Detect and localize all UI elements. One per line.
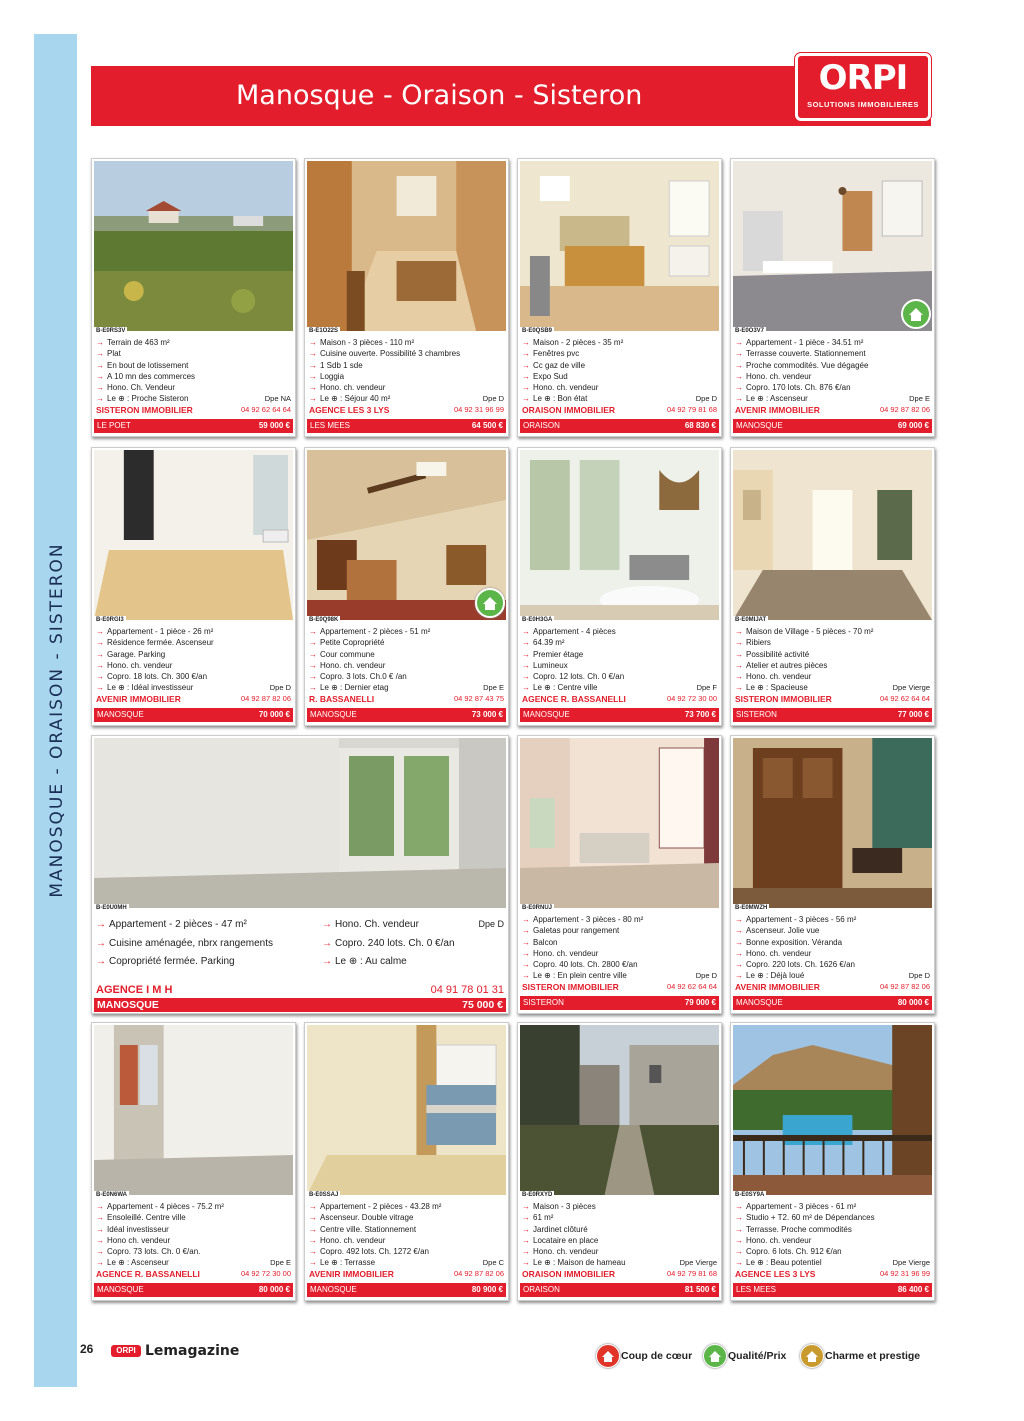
agency-phone[interactable]: 04 92 79 81 68 [666, 405, 717, 414]
listing-card[interactable] [304, 447, 509, 726]
feature-item: → Hono. Ch. vendeur [322, 916, 455, 935]
listing-card[interactable] [517, 735, 722, 1014]
listing-price: 75 000 € [462, 999, 503, 1011]
feature-item: → Appartement - 1 pièce - 26 m² [96, 626, 214, 637]
agency-phone[interactable]: 04 92 31 96 99 [879, 1269, 930, 1278]
agency-phone[interactable]: 04 92 62 64 64 [240, 405, 291, 414]
listing-ref: B-E0RNUJ [522, 905, 553, 911]
listing-ref: B-E0MIJAT [735, 617, 767, 623]
listing-ref: B-E0Q98K [309, 617, 339, 623]
bright-living-photo [520, 450, 719, 620]
listing-card[interactable] [91, 1022, 296, 1301]
feature-item: → Le ⊕ : Terrasse [309, 1257, 441, 1268]
feature-item: → Premier étage [522, 649, 624, 660]
feature-item: → Ascenseur. Double vitrage [309, 1212, 441, 1223]
footer-magazine-title: Lemagazine [145, 1343, 240, 1359]
hamlet-photo [520, 1025, 719, 1195]
feature-item: → Hono. ch. vendeur [96, 660, 214, 671]
feature-item: → Hono. ch. vendeur [309, 382, 460, 393]
listing-card[interactable] [517, 158, 722, 437]
price-bar [520, 1283, 719, 1297]
listing-city: MANOSQUE [97, 999, 159, 1011]
listing-ref: B-E0O3V7 [735, 328, 765, 334]
feature-item: → Plat [96, 348, 195, 359]
feature-item: → Maison - 3 pièces - 110 m² [309, 337, 460, 348]
small-room-photo [94, 450, 293, 620]
listing-city: MANOSQUE [523, 710, 570, 719]
dpe-rating: Dpe NA [264, 394, 291, 403]
feature-item: → Copro. 492 lots. Ch. 1272 €/an [309, 1246, 441, 1257]
feature-item: → Ribiers [735, 637, 873, 648]
agency-name[interactable]: AVENIR IMMOBILIER [735, 405, 820, 415]
listing-card[interactable] [91, 735, 509, 1014]
listing-price: 81 500 € [684, 1285, 716, 1294]
listing-city: MANOSQUE [310, 1285, 357, 1294]
feature-item: → Le ⊕ : Ascenseur [96, 1257, 224, 1268]
listing-city: MANOSQUE [97, 1285, 144, 1294]
feature-item: → Balcon [522, 937, 643, 948]
feature-item: → Copro. 12 lots. Ch. 0 €/an [522, 671, 624, 682]
feature-item: → Studio + T2. 60 m² de Dépendances [735, 1212, 875, 1223]
feature-item: → Copro. 240 lots. Ch. 0 €/an [322, 935, 455, 954]
sofa-room-photo [520, 738, 719, 908]
feature-item: → Hono. ch. vendeur [735, 948, 856, 959]
feature-item: → Appartement - 3 pièces - 80 m² [522, 914, 643, 925]
feature-list [96, 916, 273, 972]
feature-item: → Ascenseur. Jolie vue [735, 925, 856, 936]
feature-item: → A 10 mn des commerces [96, 371, 195, 382]
logo-subtitle: SOLUTIONS IMMOBILIERES [807, 100, 919, 109]
listing-card[interactable] [304, 158, 509, 437]
feature-item: → Hono ch. vendeur [96, 1235, 224, 1246]
feature-item: → Copro. 220 lots. Ch. 1626 €/an [735, 959, 856, 970]
agency-name[interactable]: R. BASSANELLI [309, 694, 375, 704]
blue-kitchen-photo [307, 1025, 506, 1195]
dpe-rating: Dpe D [695, 394, 717, 403]
dpe-rating: Dpe Vierge [892, 683, 930, 692]
feature-item: → Fenêtres pvc [522, 348, 623, 359]
price-bar [520, 419, 719, 433]
listing-card[interactable] [517, 447, 722, 726]
feature-list [522, 1201, 626, 1269]
listing-city: LE POET [97, 421, 131, 430]
listing-card[interactable] [730, 1022, 935, 1301]
agency-phone[interactable]: 04 92 87 82 06 [879, 982, 930, 991]
feature-item: → Loggia [309, 371, 460, 382]
tall-window-photo [94, 1025, 293, 1195]
dpe-rating: Dpe F [696, 683, 717, 692]
legend-label: Coup de cœur [621, 1350, 693, 1362]
feature-item: → 1 Sdb 1 sde [309, 360, 460, 371]
listing-price: 59 000 € [258, 421, 290, 430]
listing-price: 73 700 € [684, 710, 716, 719]
feature-item: → Locataire en place [522, 1235, 626, 1246]
feature-list [96, 1201, 224, 1269]
listing-ref: B-E0RS3V [96, 328, 126, 334]
agency-name[interactable]: SISTERON IMMOBILIER [735, 694, 832, 704]
feature-item: → Le ⊕ : Centre ville [522, 682, 624, 693]
page-header [91, 58, 931, 126]
agency-name[interactable]: ORAISON IMMOBILIER [522, 405, 616, 415]
listing-price: 86 400 € [897, 1285, 929, 1294]
price-bar [94, 708, 293, 722]
feature-item: → Expo Sud [522, 371, 623, 382]
listing-price: 68 830 € [684, 421, 716, 430]
feature-item: → Maison - 2 pièces - 35 m² [522, 337, 623, 348]
listing-city: ORAISON [523, 421, 560, 430]
wood-cabinet-photo [733, 738, 932, 908]
feature-item: → Le ⊕ : Idéal investisseur [96, 682, 214, 693]
agency-name[interactable]: SISTERON IMMOBILIER [522, 982, 619, 992]
feature-item: → Le ⊕ : Séjour 40 m² [309, 393, 460, 404]
listing-city: MANOSQUE [736, 421, 783, 430]
listing-price: 80 900 € [471, 1285, 503, 1294]
feature-item: → Le ⊕ : Maison de hameau [522, 1257, 626, 1268]
price-bar [94, 419, 293, 433]
listing-price: 79 000 € [684, 998, 716, 1007]
agency-name[interactable]: AGENCE LES 3 LYS [309, 405, 390, 415]
listing-ref: B-E0RXYD [522, 1192, 553, 1198]
feature-item: → Cc gaz de ville [522, 360, 623, 371]
dpe-rating: Dpe D [482, 394, 504, 403]
feature-item: → Le ⊕ : Dernier etag [309, 682, 430, 693]
listing-card[interactable] [304, 1022, 509, 1301]
feature-item: → Copro. 18 lots. Ch. 300 €/an [96, 671, 214, 682]
feature-item: → En bout de lotissement [96, 360, 195, 371]
feature-item: → Copro. 6 lots. Ch. 912 €/an [735, 1246, 875, 1257]
house-check-icon [901, 299, 931, 329]
agency-phone[interactable]: 04 92 72 30 00 [666, 694, 717, 703]
dpe-rating: Dpe D [908, 971, 930, 980]
price-bar [94, 998, 506, 1012]
price-bar [733, 1283, 932, 1297]
listing-city: MANOSQUE [97, 710, 144, 719]
agency-name[interactable]: SISTERON IMMOBILIER [96, 405, 193, 415]
listing-ref: B-E0SY9A [735, 1192, 765, 1198]
feature-list [735, 337, 868, 405]
feature-item: → Le ⊕ : Bon état [522, 393, 623, 404]
listing-city: ORAISON [523, 1285, 560, 1294]
price-bar [520, 708, 719, 722]
page-number: 26 [80, 1342, 94, 1356]
feature-item: → Hono. ch. vendeur [735, 671, 873, 682]
listing-city: LES MEES [736, 1285, 777, 1294]
feature-list [522, 626, 624, 694]
agency-name[interactable]: AGENCE R. BASSANELLI [96, 1269, 200, 1279]
logo-text: ORPI [818, 58, 908, 98]
land-photo [94, 161, 293, 331]
agency-name[interactable]: AVENIR IMMOBILIER [309, 1269, 394, 1279]
agency-name[interactable]: AGENCE LES 3 LYS [735, 1269, 816, 1279]
listing-ref: B-E0U0MH [96, 905, 127, 911]
house-check-icon [703, 1344, 727, 1368]
dpe-rating: Dpe E [270, 1258, 291, 1267]
feature-item: → Le ⊕ : Ascenseur [735, 393, 868, 404]
feature-item: → Terrasse. Proche commodités [735, 1224, 875, 1235]
feature-item: → Le ⊕ : En plein centre ville [522, 970, 643, 981]
listing-card[interactable] [91, 158, 296, 437]
agency-phone[interactable]: 04 92 79 81 68 [666, 1269, 717, 1278]
agency-phone[interactable]: 04 92 87 82 06 [879, 405, 930, 414]
feature-item: → Hono. ch. vendeur [735, 1235, 875, 1246]
listing-card[interactable] [91, 447, 296, 726]
agency-phone[interactable]: 04 92 87 82 06 [453, 1269, 504, 1278]
feature-item: → Copro. 170 lots. Ch. 876 €/an [735, 382, 868, 393]
feature-item: → Possibilité activité [735, 649, 873, 660]
feature-item: → Petite Copropriété [309, 637, 430, 648]
listing-ref: B-E0SSAJ [309, 1192, 339, 1198]
feature-item: → Copropriété fermée. Parking [96, 953, 273, 972]
feature-item: → Bonne exposition. Véranda [735, 937, 856, 948]
feature-item: → Centre ville. Stationnement [309, 1224, 441, 1235]
listing-city: MANOSQUE [310, 710, 357, 719]
feature-item: → Appartement - 1 pièce - 34.51 m² [735, 337, 868, 348]
feature-item: → Appartement - 3 pièces - 61 m² [735, 1201, 875, 1212]
listing-price: 80 000 € [258, 1285, 290, 1294]
feature-item: → Proche commodités. Vue dégagée [735, 360, 868, 371]
listing-ref: B-E1O22S [309, 328, 339, 334]
feature-item: → Appartement - 3 pièces - 56 m² [735, 914, 856, 925]
empty-room-photo [94, 738, 506, 908]
listing-card[interactable] [730, 735, 935, 1014]
price-bar [733, 996, 932, 1010]
feature-item: → Copro. 40 lots. Ch. 2800 €/an [522, 959, 643, 970]
page-title: Manosque - Oraison - Sisteron [236, 80, 643, 111]
agency-phone[interactable]: 04 91 78 01 31 [430, 984, 504, 996]
price-bar [733, 419, 932, 433]
feature-item: → Cuisine ouverte. Possibilité 3 chambres [309, 348, 460, 359]
price-bar [307, 419, 506, 433]
feature-item: → Copro. 3 lots. Ch.0 € /an [309, 671, 430, 682]
dpe-rating: Dpe Vierge [892, 1258, 930, 1267]
listing-price: 77 000 € [897, 710, 929, 719]
feature-item: → Galetas pour rangement [522, 925, 643, 936]
dpe-rating: Dpe E [483, 683, 504, 692]
feature-item: → Cuisine aménagée, nbrx rangements [96, 935, 273, 954]
stair-room-photo [307, 161, 506, 331]
dpe-rating: Dpe D [269, 683, 291, 692]
agency-name[interactable]: ORAISON IMMOBILIER [522, 1269, 616, 1279]
feature-item: → Hono. ch. vendeur [522, 382, 623, 393]
feature-item: → Idéal investisseur [96, 1224, 224, 1235]
dpe-rating: Dpe Vierge [679, 1258, 717, 1267]
agency-name[interactable]: AGENCE R. BASSANELLI [522, 694, 626, 704]
listing-price: 64 500 € [471, 421, 503, 430]
listing-city: SISTERON [736, 710, 777, 719]
feature-item: → Cour commune [309, 649, 430, 660]
feature-item: → Ensoleillé. Centre ville [96, 1212, 224, 1223]
village-house-photo [733, 450, 932, 620]
listing-ref: B-E0N6WA [96, 1192, 128, 1198]
feature-item: → Maison de Village - 5 pièces - 70 m² [735, 626, 873, 637]
feature-item: → Le ⊕ : Spacieuse [735, 682, 873, 693]
feature-list-2 [322, 916, 455, 972]
feature-item: → 61 m² [522, 1212, 626, 1223]
feature-item: → Le ⊕ : Au calme [322, 953, 455, 972]
feature-item: → Appartement - 4 pièces - 75.2 m² [96, 1201, 224, 1212]
listing-ref: B-E0MWZH [735, 905, 768, 911]
feature-item: → Maison - 3 pièces [522, 1201, 626, 1212]
price-bar [94, 1283, 293, 1297]
feature-item: → Garage. Parking [96, 649, 214, 660]
feature-item: → Hono. Ch. Vendeur [96, 382, 195, 393]
listing-city: MANOSQUE [736, 998, 783, 1007]
agency-phone[interactable]: 04 92 62 64 64 [879, 694, 930, 703]
feature-list [522, 337, 623, 405]
feature-list [735, 914, 856, 982]
price-bar [520, 996, 719, 1010]
price-bar [307, 708, 506, 722]
feature-list [522, 914, 643, 982]
feature-list [96, 337, 195, 405]
listing-card[interactable] [730, 447, 935, 726]
feature-item: → Atelier et autres pièces [735, 660, 873, 671]
footer-orpi-logo: ORPI [111, 1345, 141, 1357]
feature-list [309, 1201, 441, 1269]
feature-item: → Le ⊕ : Déjà loué [735, 970, 856, 981]
agency-phone[interactable]: 04 92 87 43 75 [453, 694, 504, 703]
feature-item: → Hono. ch. vendeur [522, 948, 643, 959]
dpe-rating: Dpe D [695, 971, 717, 980]
orpi-logo [795, 53, 931, 121]
agency-phone[interactable]: 04 92 62 64 64 [666, 982, 717, 991]
feature-list [735, 1201, 875, 1269]
feature-item: → Appartement - 2 pièces - 47 m² [96, 916, 273, 935]
listing-city: SISTERON [523, 998, 564, 1007]
listing-card[interactable] [517, 1022, 722, 1301]
feature-item: → Le ⊕ : Beau potentiel [735, 1257, 875, 1268]
feature-item: → Hono. ch. vendeur [735, 371, 868, 382]
agency-phone[interactable]: 04 92 72 30 00 [240, 1269, 291, 1278]
feature-item: → Hono. ch. vendeur [522, 1246, 626, 1257]
feature-item: → Lumineux [522, 660, 624, 671]
feature-item: → Hono. ch. vendeur [309, 660, 430, 671]
feature-item: → Appartement - 2 pièces - 43.28 m² [309, 1201, 441, 1212]
dpe-rating: Dpe D [478, 919, 504, 929]
listing-price: 73 000 € [471, 710, 503, 719]
feature-item: → 64.39 m² [522, 637, 624, 648]
side-label: MANOSQUE - ORAISON - SISTERON [47, 542, 67, 898]
listing-price: 69 000 € [897, 421, 929, 430]
feature-item: → Appartement - 4 pièces [522, 626, 624, 637]
feature-item: → Résidence fermée. Ascenseur [96, 637, 214, 648]
house-check-icon [475, 588, 505, 618]
feature-item: → Appartement - 2 pièces - 51 m² [309, 626, 430, 637]
listing-card[interactable] [730, 158, 935, 437]
feature-list [735, 626, 873, 694]
feature-item: → Terrasse couverte. Stationnement [735, 348, 868, 359]
listing-price: 80 000 € [897, 998, 929, 1007]
agency-name[interactable]: AVENIR IMMOBILIER [735, 982, 820, 992]
feature-item: → Hono. ch. vendeur [309, 1235, 441, 1246]
listing-ref: B-E0QSB9 [522, 328, 553, 334]
feature-list [309, 337, 460, 405]
agency-phone[interactable]: 04 92 87 82 06 [240, 694, 291, 703]
listing-ref: B-E0H3GA [522, 617, 553, 623]
kitchen-photo [520, 161, 719, 331]
feature-item: → Le ⊕ : Proche Sisteron [96, 393, 195, 404]
feature-item: → Copro. 73 lots. Ch. 0 €/an. [96, 1246, 224, 1257]
legend-label: Qualité/Prix [728, 1350, 787, 1362]
listing-ref: B-E0RGI3 [96, 617, 124, 623]
listing-city: LES MEES [310, 421, 351, 430]
feature-item: → Jardinet clôturé [522, 1224, 626, 1235]
dpe-rating: Dpe E [909, 394, 930, 403]
agency-phone[interactable]: 04 92 31 96 99 [453, 405, 504, 414]
pool-view-photo [733, 1025, 932, 1195]
listing-price: 70 000 € [258, 710, 290, 719]
agency-name[interactable]: AGENCE I M H [96, 984, 173, 996]
price-bar [307, 1283, 506, 1297]
dpe-rating: Dpe C [482, 1258, 504, 1267]
price-bar [733, 708, 932, 722]
feature-list [309, 626, 430, 694]
legend-label: Charme et prestige [825, 1350, 921, 1362]
feature-item: → Terrain de 463 m² [96, 337, 195, 348]
feature-list [96, 626, 214, 694]
house-star-icon [800, 1344, 824, 1368]
house-heart-icon [596, 1344, 620, 1368]
agency-name[interactable]: AVENIR IMMOBILIER [96, 694, 181, 704]
